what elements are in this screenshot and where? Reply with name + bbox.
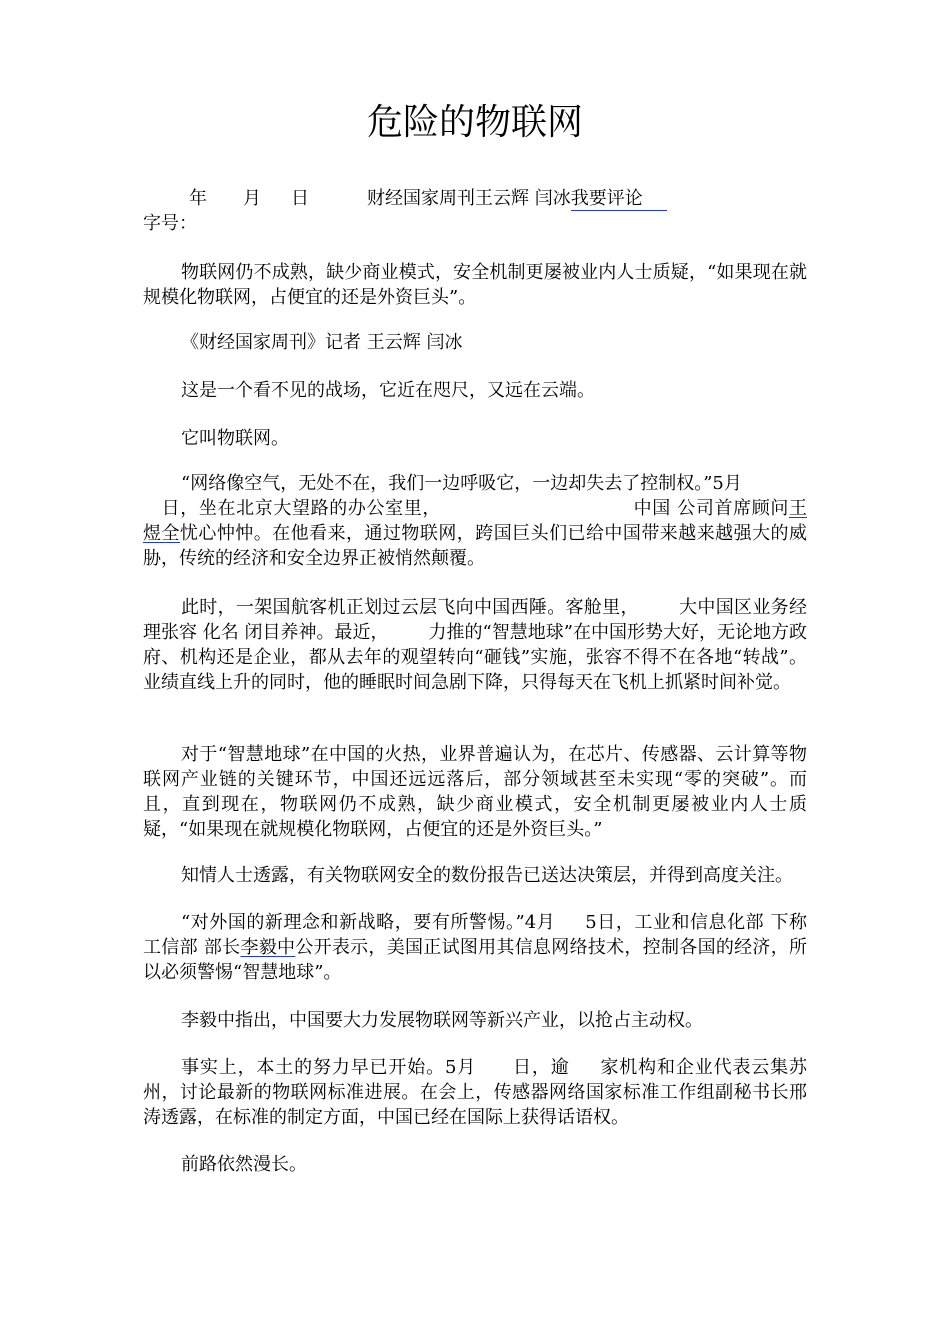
paragraph-summary: 物联网仍不成熟，缺少商业模式，安全机制更屡被业内人士质疑，“如果现在就规模化物联网，占便宜的还是外资巨头”。 xyxy=(143,262,807,308)
p6-text-a: 此时，一架国航客机正划过云层飞向中国西陲。客舱里， xyxy=(181,597,639,618)
paragraph-flight xyxy=(143,595,807,695)
p11-text-b: 日，逾 xyxy=(512,1057,570,1078)
p9-text-c: 公开表示，美国正试图用其信息网络技术，控制各国的经济，所以必须警惕“智慧地球”。 xyxy=(143,937,807,983)
p11-text-c: 家机构和企业代表云集苏州，讨论最新的物联网标准进展。在会上，传感器网络国家标准工作组副秘书长邢涛透露，在标准的制定方面，中国已经在国际上获得话语权。 xyxy=(143,1057,808,1128)
wang-yuquan-link[interactable]: 王煜全 xyxy=(143,498,807,544)
paragraph-wang-yuquan xyxy=(143,471,807,571)
paragraph-miit xyxy=(143,910,807,985)
paragraph-closing: 前路依然漫长。 xyxy=(181,1154,307,1175)
paragraph-initiative: 李毅中指出，中国要大力发展物联网等新兴产业，以抢占主动权。 xyxy=(181,1010,703,1031)
p6-text-b: 大中国区业务经理张容 化名 闭目养神。最近， xyxy=(143,597,807,643)
date-month: 月 xyxy=(243,188,261,209)
paragraph-suzhou xyxy=(143,1055,807,1130)
comment-link[interactable]: 我要评论 xyxy=(571,188,667,211)
p9-text-a: “对外国的新理念和新战略，要有所警惕。”4月 xyxy=(181,912,556,933)
paragraph-name: 它叫物联网。 xyxy=(181,428,289,449)
p5-text-a: “网络像空气，无处不在，我们一边呼吸它，一边却失去了控制权。”5月 xyxy=(181,473,742,494)
p9-text-b: 5日，工业和信息化部 下称工信部 部长 xyxy=(143,912,807,958)
date-year: 年 xyxy=(189,188,207,209)
p6-text-c: 力推的“智慧地球”在中国形势大好，无论地方政府、机构还是企业，都从去年的观望转向“砸钱”实施，张容不得不在各地“转战”。业绩直线上升的同时，他的睡眠时间急剧下降，只得每天在飞机上抓紧时间补觉。 xyxy=(143,622,807,693)
byline xyxy=(143,186,807,236)
p5-text-b: 日，坐在北京大望路的办公室里， xyxy=(161,498,442,519)
p5-text-d: 忧心忡忡。在他看来，通过物联网，跨国巨头们已给中国带来越来越强大的威胁，传统的经济和安全边界正被悄然颠覆。 xyxy=(143,523,808,569)
date-day: 日 xyxy=(291,188,309,209)
paragraph-reports: 知情人士透露，有关物联网安全的数份报告已送达决策层，并得到高度关注。 xyxy=(181,865,793,886)
p11-text-a: 事实上，本土的努力早已开始。5月 xyxy=(181,1057,477,1078)
paragraph-reporter: 《财经国家周刊》记者 王云辉 闫冰 xyxy=(181,332,463,353)
byline-source: 财经国家周刊王云辉 闫冰 xyxy=(367,188,571,209)
paragraph-smart-planet: 对于“智慧地球”在中国的火热，业界普遍认为，在芯片、传感器、云计算等物联网产业链的关键环节，中国还远远落后，部分领域甚至未实现“零的突破”。而且，直到现在，物联网仍不成熟，缺少商业模式，安全机制更屡被业内人士质疑，“如果现在就规模化物联网，占便宜的还是外资巨头。” xyxy=(143,744,807,840)
li-yizhong-link[interactable]: 李毅中 xyxy=(240,937,296,958)
article-title: 危险的物联网 xyxy=(366,102,583,143)
font-size-label: 字号： xyxy=(143,213,197,234)
paragraph-battlefield: 这是一个看不见的战场，它近在咫尺，又远在云端。 xyxy=(181,380,595,401)
p5-text-c: 中国 公司首席顾问 xyxy=(633,498,789,519)
